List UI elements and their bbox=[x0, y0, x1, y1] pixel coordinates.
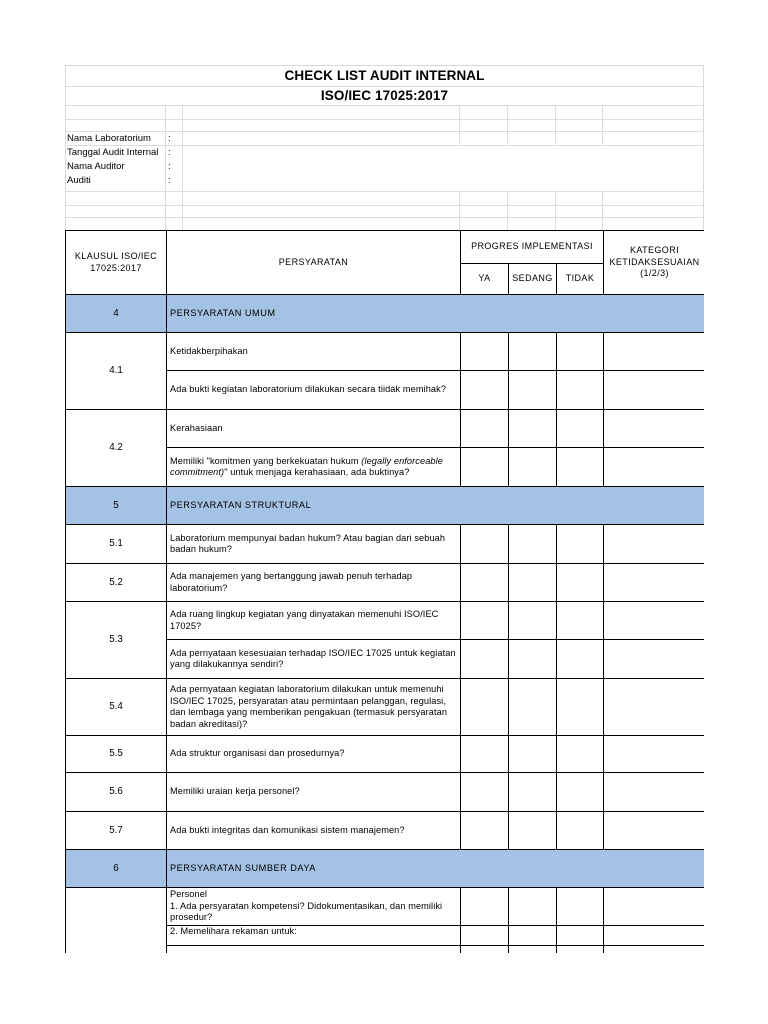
requirement-text: Memiliki uraian kerja personel? bbox=[167, 773, 461, 812]
cell-tidak[interactable] bbox=[557, 888, 604, 926]
cell-kategori[interactable] bbox=[604, 333, 705, 371]
cell-kategori[interactable] bbox=[604, 773, 705, 812]
table-row bbox=[66, 679, 705, 736]
clause-number: 5.1 bbox=[66, 525, 167, 564]
cell-kategori[interactable] bbox=[604, 926, 705, 946]
cell-ya[interactable] bbox=[461, 602, 509, 640]
cell-kategori[interactable] bbox=[604, 564, 705, 602]
cell-sedang[interactable] bbox=[509, 812, 557, 850]
table-row bbox=[66, 525, 705, 564]
cell-tidak[interactable] bbox=[557, 812, 604, 850]
requirement-subtext: 1. Ada persyaratan kompetensi? Didokumentasikan, dan memiliki prosedur? bbox=[170, 900, 443, 923]
cell-kategori[interactable] bbox=[604, 410, 705, 448]
header-persyaratan: PERSYARATAN bbox=[167, 231, 461, 295]
cell-ya[interactable] bbox=[461, 926, 509, 946]
header-klausul: KLAUSUL ISO/IEC 17025:2017 bbox=[66, 231, 167, 295]
cell-tidak[interactable] bbox=[557, 926, 604, 946]
cell-tidak[interactable] bbox=[557, 448, 604, 487]
cell-tidak[interactable] bbox=[557, 564, 604, 602]
cell-kategori[interactable] bbox=[604, 736, 705, 773]
requirement-text bbox=[167, 888, 461, 926]
section-title: PERSYARATAN SUMBER DAYA bbox=[167, 850, 705, 888]
clause-number: 5.4 bbox=[66, 679, 167, 736]
cell-ya[interactable] bbox=[461, 773, 509, 812]
table-header-row bbox=[66, 231, 705, 264]
table-row bbox=[66, 564, 705, 602]
requirement-text: Ada pernyataan kegiatan laboratorium dilakukan untuk memenuhi ISO/IEC 17025, persyaratan atau permintaan pelanggan, regulasi, dan lembaga yang memberikan pengakuan (termasuk persyaratan badan akreditasi)? bbox=[167, 679, 461, 736]
cell-tidak[interactable] bbox=[557, 333, 604, 371]
header-tidak: TIDAK bbox=[557, 264, 604, 295]
cell-ya[interactable] bbox=[461, 679, 509, 736]
requirement-text: Kerahasiaan bbox=[167, 410, 461, 448]
table-row bbox=[66, 773, 705, 812]
table-row bbox=[66, 888, 705, 926]
cell-kategori[interactable] bbox=[604, 679, 705, 736]
cell-tidak[interactable] bbox=[557, 946, 604, 954]
cell-tidak[interactable] bbox=[557, 371, 604, 410]
cell-ya[interactable] bbox=[461, 333, 509, 371]
cell-sedang[interactable] bbox=[509, 679, 557, 736]
section-number: 5 bbox=[66, 487, 167, 525]
requirement-text: Ada bukti kegiatan laboratorium dilakukan secara tiidak memihak? bbox=[167, 371, 461, 410]
header-ya: YA bbox=[461, 264, 509, 295]
info-colon: : bbox=[168, 147, 171, 158]
requirement-text-italic: (legally enforceable commitment) bbox=[170, 455, 443, 477]
cell-kategori[interactable] bbox=[604, 946, 705, 954]
cell-sedang[interactable] bbox=[509, 371, 557, 410]
info-label-auditee: Auditi bbox=[67, 175, 91, 186]
cell-kategori[interactable] bbox=[604, 888, 705, 926]
spreadsheet-sheet bbox=[65, 65, 704, 953]
cell-sedang[interactable] bbox=[509, 926, 557, 946]
requirement-text: Ada pernyataan kesesuaian terhadap ISO/IEC 17025 untuk kegiatan yang dilakukannya sendiri? bbox=[167, 640, 461, 679]
requirement-text: Ada struktur organisasi dan prosedurnya? bbox=[167, 736, 461, 773]
requirement-text-part: Memiliki "komitmen yang berkekuatan hukum bbox=[170, 455, 362, 466]
section-number: 6 bbox=[66, 850, 167, 888]
requirement-text: Ketidakberpihakan bbox=[167, 333, 461, 371]
table-row bbox=[66, 736, 705, 773]
document-subtitle: ISO/IEC 17025:2017 bbox=[320, 88, 449, 103]
cell-sedang[interactable] bbox=[509, 946, 557, 954]
info-colon: : bbox=[168, 161, 171, 172]
cell-sedang[interactable] bbox=[509, 333, 557, 371]
section-row bbox=[66, 295, 705, 333]
section-title: PERSYARATAN UMUM bbox=[167, 295, 705, 333]
requirement-text: 2. Memelihara rekaman untuk: bbox=[167, 926, 461, 946]
section-number: 4 bbox=[66, 295, 167, 333]
requirement-text: Laboratorium mempunyai badan hukum? Atau bagian dari sebuah badan hukum? bbox=[167, 525, 461, 564]
cell-sedang[interactable] bbox=[509, 448, 557, 487]
cell-ya[interactable] bbox=[461, 812, 509, 850]
document-title: CHECK LIST AUDIT INTERNAL bbox=[284, 68, 485, 83]
cell-kategori[interactable] bbox=[604, 448, 705, 487]
clause-number bbox=[66, 888, 167, 954]
cell-ya[interactable] bbox=[461, 448, 509, 487]
clause-number: 4.2 bbox=[66, 410, 167, 487]
cell-tidak[interactable] bbox=[557, 736, 604, 773]
cell-ya[interactable] bbox=[461, 888, 509, 926]
section-title: PERSYARATAN STRUKTURAL bbox=[167, 487, 705, 525]
cell-ya[interactable] bbox=[461, 640, 509, 679]
cell-sedang[interactable] bbox=[509, 410, 557, 448]
requirement-heading: Personel bbox=[170, 889, 208, 900]
cell-tidak[interactable] bbox=[557, 679, 604, 736]
info-label-date: Tanggal Audit Internal bbox=[67, 147, 159, 158]
cell-sedang[interactable] bbox=[509, 888, 557, 926]
clause-number: 5.3 bbox=[66, 602, 167, 679]
requirement-text-part: " untuk menjaga kerahasiaan, ada buktinya? bbox=[224, 467, 410, 477]
cell-ya[interactable] bbox=[461, 525, 509, 564]
section-row bbox=[66, 850, 705, 888]
info-colon: : bbox=[168, 133, 171, 144]
clause-number: 5.6 bbox=[66, 773, 167, 812]
section-row bbox=[66, 487, 705, 525]
table-row bbox=[66, 410, 705, 448]
cell-sedang[interactable] bbox=[509, 773, 557, 812]
table-row bbox=[66, 602, 705, 640]
requirement-text: Ada ruang lingkup kegiatan yang dinyatakan memenuhi ISO/IEC 17025? bbox=[167, 602, 461, 640]
cell-sedang[interactable] bbox=[509, 525, 557, 564]
cell-sedang[interactable] bbox=[509, 640, 557, 679]
cell-ya[interactable] bbox=[461, 946, 509, 954]
table-row bbox=[66, 812, 705, 850]
requirement-text bbox=[167, 946, 461, 954]
cell-kategori[interactable] bbox=[604, 525, 705, 564]
requirement-text bbox=[167, 448, 461, 487]
cell-ya[interactable] bbox=[461, 410, 509, 448]
header-kategori: KATEGORI KETIDAKSESUAIAN (1/2/3) bbox=[604, 231, 705, 295]
cell-kategori[interactable] bbox=[604, 640, 705, 679]
cell-tidak[interactable] bbox=[557, 773, 604, 812]
requirement-text: Ada manajemen yang bertanggung jawab penuh terhadap laboratorium? bbox=[167, 564, 461, 602]
cell-sedang[interactable] bbox=[509, 602, 557, 640]
header-sedang: SEDANG bbox=[509, 264, 557, 295]
cell-tidak[interactable] bbox=[557, 525, 604, 564]
info-label-auditor: Nama Auditor bbox=[67, 161, 125, 172]
cell-kategori[interactable] bbox=[604, 602, 705, 640]
cell-kategori[interactable] bbox=[604, 812, 705, 850]
cell-tidak[interactable] bbox=[557, 410, 604, 448]
cell-sedang[interactable] bbox=[509, 736, 557, 773]
checklist-table bbox=[65, 230, 704, 953]
clause-number: 5.5 bbox=[66, 736, 167, 773]
cell-tidak[interactable] bbox=[557, 602, 604, 640]
cell-ya[interactable] bbox=[461, 371, 509, 410]
cell-sedang[interactable] bbox=[509, 564, 557, 602]
clause-number: 4.1 bbox=[66, 333, 167, 410]
cell-tidak[interactable] bbox=[557, 640, 604, 679]
info-label-lab: Nama Laboratorium bbox=[67, 133, 151, 144]
info-colon: : bbox=[168, 175, 171, 186]
requirement-text: Ada bukti integritas dan komunikasi sistem manajemen? bbox=[167, 812, 461, 850]
cell-kategori[interactable] bbox=[604, 371, 705, 410]
clause-number: 5.7 bbox=[66, 812, 167, 850]
table-row bbox=[66, 333, 705, 371]
cell-ya[interactable] bbox=[461, 736, 509, 773]
header-progres: PROGRES IMPLEMENTASI bbox=[461, 231, 604, 264]
cell-ya[interactable] bbox=[461, 564, 509, 602]
clause-number: 5.2 bbox=[66, 564, 167, 602]
